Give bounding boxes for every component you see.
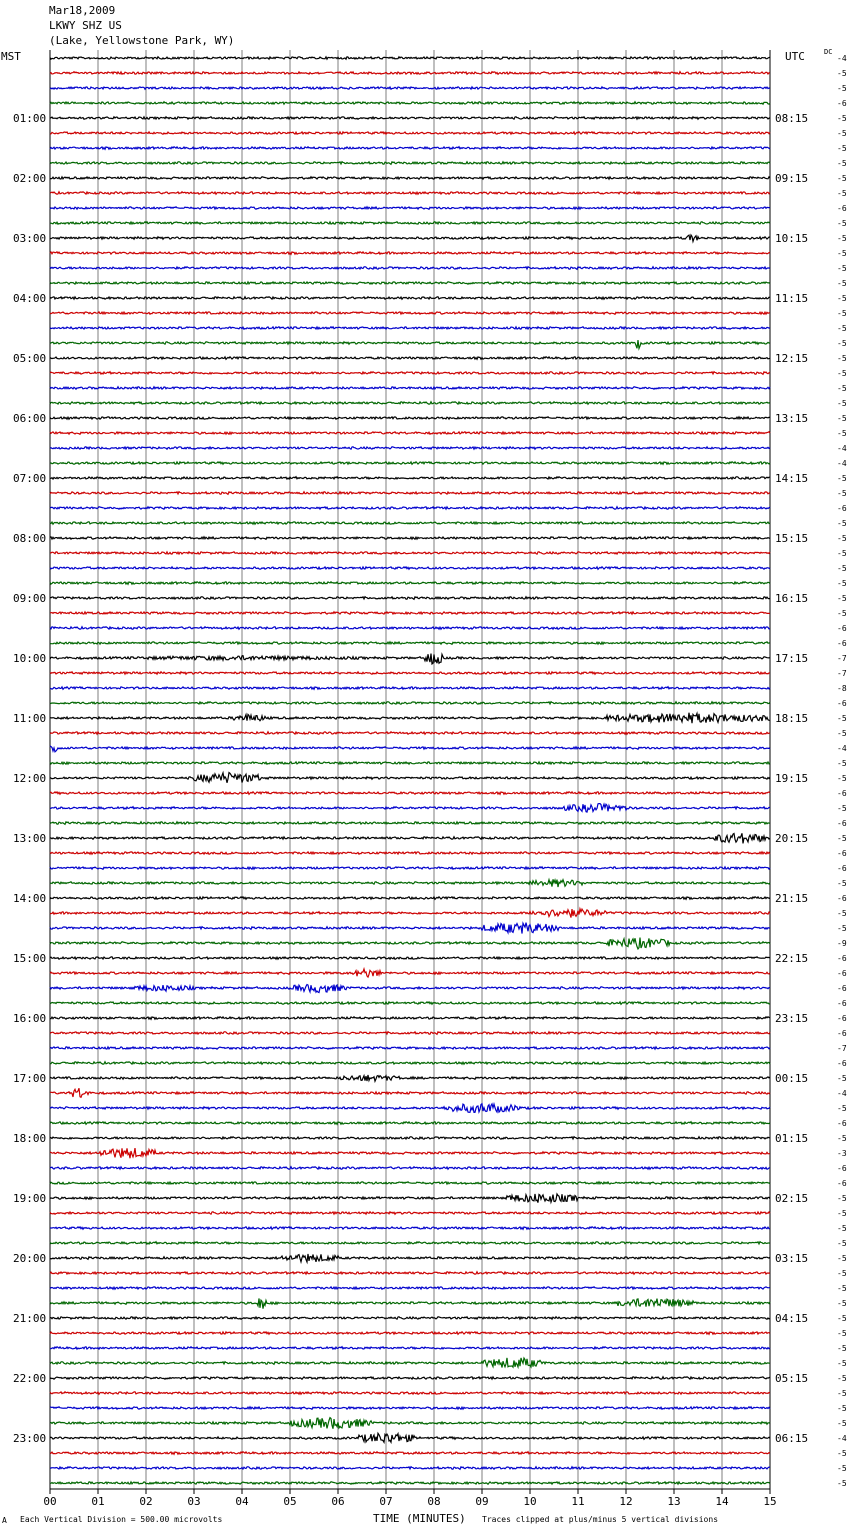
- trace-line: [50, 1062, 770, 1064]
- dc-offset-label: -6: [837, 984, 847, 993]
- trace-line: [50, 207, 770, 210]
- trace-line: [50, 87, 770, 89]
- dc-offset-label: -5: [837, 534, 847, 543]
- dc-offset-label: -5: [837, 144, 847, 153]
- dc-offset-label: -6: [837, 849, 847, 858]
- trace-line: [50, 477, 770, 480]
- dc-offset-label: -6: [837, 894, 847, 903]
- dc-offset-label: -6: [837, 999, 847, 1008]
- trace-line: [50, 447, 770, 450]
- trace-line: [50, 1017, 770, 1020]
- dc-offset-label: -5: [837, 69, 847, 78]
- right-hour-label: 02:15: [775, 1192, 809, 1205]
- right-hour-label: 00:15: [775, 1072, 809, 1085]
- dc-offset-label: -6: [837, 639, 847, 648]
- left-hour-label: 02:00: [13, 172, 47, 185]
- dc-offset-label: -5: [837, 1314, 847, 1323]
- dc-offset-label: -6: [837, 819, 847, 828]
- dc-offset-label: -6: [837, 1119, 847, 1128]
- left-hour-label: 16:00: [13, 1012, 47, 1025]
- dc-offset-label: -6: [837, 789, 847, 798]
- dc-offset-label: -6: [837, 864, 847, 873]
- trace-line: [50, 1452, 770, 1455]
- x-tick-label: 09: [475, 1495, 489, 1508]
- dc-offset-label: -5: [837, 879, 847, 888]
- trace-line: [50, 117, 770, 119]
- dc-offset-label: -5: [837, 399, 847, 408]
- dc-offset-label: -5: [837, 414, 847, 423]
- dc-offset-label: -5: [837, 159, 847, 168]
- trace-line: [50, 792, 770, 795]
- trace-line: [50, 612, 770, 614]
- dc-offset-label: -4: [837, 1089, 847, 1098]
- dc-offset-label: -3: [837, 1149, 847, 1158]
- dc-offset-label: -8: [837, 684, 847, 693]
- dc-offset-label: -5: [837, 729, 847, 738]
- trace-line: [50, 1104, 770, 1113]
- trace-line: [50, 867, 770, 870]
- dc-offset-label: -5: [837, 579, 847, 588]
- trace-line: [50, 1167, 770, 1169]
- dc-offset-label: -7: [837, 669, 847, 678]
- dc-offset-label: -5: [837, 279, 847, 288]
- dc-offset-label: -5: [837, 594, 847, 603]
- trace-line: [50, 1418, 770, 1429]
- trace-line: [50, 57, 770, 59]
- left-timezone-label: MST: [1, 50, 21, 63]
- vertical-division-note: Each Vertical Division = 500.00 microvolts: [20, 1515, 223, 1524]
- right-hour-label: 05:15: [775, 1372, 809, 1385]
- dc-offset-label: -5: [837, 1074, 847, 1083]
- trace-line: [50, 1299, 770, 1309]
- trace-line: [50, 582, 770, 585]
- left-hour-label: 01:00: [13, 112, 47, 125]
- right-hour-label: 19:15: [775, 772, 809, 785]
- right-hour-label: 06:15: [775, 1432, 809, 1445]
- left-hour-label: 12:00: [13, 772, 47, 785]
- dc-offset-label: -6: [837, 1164, 847, 1173]
- dc-offset-label: -4: [837, 459, 847, 468]
- trace-line: [50, 957, 770, 959]
- dc-offset-label: -5: [837, 1209, 847, 1218]
- left-hour-label: 07:00: [13, 472, 47, 485]
- trace-line: [50, 804, 770, 813]
- trace-line: [50, 252, 770, 255]
- left-hour-label: 15:00: [13, 952, 47, 965]
- dc-offset-label: -5: [837, 774, 847, 783]
- left-hour-label: 23:00: [13, 1432, 47, 1445]
- trace-line: [50, 567, 770, 570]
- trace-line: [50, 1317, 770, 1320]
- dc-offset-label: -6: [837, 204, 847, 213]
- trace-line: [50, 762, 770, 764]
- dc-offset-label: -5: [837, 309, 847, 318]
- trace-line: [50, 1358, 770, 1368]
- dc-offset-label: -5: [837, 609, 847, 618]
- trace-line: [50, 402, 770, 404]
- trace-line: [50, 177, 770, 179]
- trace-line: [50, 340, 770, 348]
- trace-line: [50, 938, 770, 949]
- dc-offset-label: -5: [837, 1224, 847, 1233]
- trace-line: [50, 357, 770, 360]
- dc-offset-label: -5: [837, 1269, 847, 1278]
- right-hour-label: 10:15: [775, 232, 809, 245]
- trace-line: [50, 432, 770, 435]
- trace-line: [50, 1032, 770, 1035]
- trace-line: [50, 1392, 770, 1394]
- dc-offset-label: -5: [837, 114, 847, 123]
- left-hour-label: 13:00: [13, 832, 47, 845]
- trace-line: [50, 1088, 770, 1097]
- trace-line: [50, 923, 770, 934]
- dc-offset-label: -5: [837, 1374, 847, 1383]
- trace-line: [50, 1194, 770, 1203]
- trace-line: [50, 1047, 770, 1049]
- dc-offset-label: -5: [837, 234, 847, 243]
- trace-line: [50, 387, 770, 389]
- left-hour-label: 08:00: [13, 532, 47, 545]
- dc-offset-label: -6: [837, 624, 847, 633]
- right-hour-label: 14:15: [775, 472, 809, 485]
- trace-line: [50, 1347, 770, 1350]
- dc-offset-label: -6: [837, 699, 847, 708]
- trace-line: [50, 267, 770, 270]
- dc-offset-label: -5: [837, 369, 847, 378]
- trace-line: [50, 507, 770, 509]
- right-hour-label: 18:15: [775, 712, 809, 725]
- dc-offset-label: -4: [837, 54, 847, 63]
- right-hour-label: 15:15: [775, 532, 809, 545]
- dc-offset-label: -5: [837, 489, 847, 498]
- trace-line: [50, 222, 770, 224]
- x-axis-label: TIME (MINUTES): [373, 1512, 466, 1525]
- trace-line: [50, 879, 770, 887]
- trace-line: [50, 746, 770, 752]
- x-tick-label: 14: [715, 1495, 729, 1508]
- trace-line: [50, 1002, 770, 1005]
- left-hour-label: 21:00: [13, 1312, 47, 1325]
- trace-line: [50, 773, 770, 783]
- x-tick-label: 03: [187, 1495, 201, 1508]
- trace-line: [50, 282, 770, 284]
- left-hour-label: 20:00: [13, 1252, 47, 1265]
- trace-line: [50, 312, 770, 315]
- trace-line: [50, 702, 770, 705]
- dc-offset-label: -5: [837, 1134, 847, 1143]
- dc-offset-label: -5: [837, 759, 847, 768]
- right-hour-label: 21:15: [775, 892, 809, 905]
- dc-offset-label: -5: [837, 1359, 847, 1368]
- dc-offset-label: -4: [837, 744, 847, 753]
- trace-line: [50, 1212, 770, 1215]
- trace-line: [50, 147, 770, 150]
- right-hour-label: 11:15: [775, 292, 809, 305]
- trace-line: [50, 1075, 770, 1081]
- dc-offset-label: -4: [837, 1434, 847, 1443]
- trace-line: [50, 492, 770, 495]
- trace-line: [50, 1467, 770, 1470]
- dc-offset-label: -5: [837, 354, 847, 363]
- right-hour-label: 09:15: [775, 172, 809, 185]
- trace-line: [50, 1272, 770, 1274]
- dc-offset-label: -7: [837, 1044, 847, 1053]
- dc-offset-label: -7: [837, 654, 847, 663]
- trace-line: [50, 72, 770, 75]
- x-tick-label: 07: [379, 1495, 393, 1508]
- dc-offset-label: -5: [837, 429, 847, 438]
- dc-offset-label: -6: [837, 1029, 847, 1038]
- right-hour-label: 23:15: [775, 1012, 809, 1025]
- x-tick-label: 04: [235, 1495, 249, 1508]
- left-hour-label: 14:00: [13, 892, 47, 905]
- trace-line: [50, 537, 770, 540]
- dc-offset-label: -5: [837, 924, 847, 933]
- trace-line: [50, 1182, 770, 1185]
- dc-label: DC: [824, 48, 833, 56]
- left-hour-label: 19:00: [13, 1192, 47, 1205]
- trace-line: [50, 627, 770, 629]
- trace-line: [50, 1227, 770, 1230]
- dc-offset-label: -5: [837, 264, 847, 273]
- right-hour-label: 01:15: [775, 1132, 809, 1145]
- left-hour-label: 03:00: [13, 232, 47, 245]
- dc-offset-label: -5: [837, 1479, 847, 1488]
- dc-offset-label: -5: [837, 1239, 847, 1248]
- dc-offset-label: -5: [837, 804, 847, 813]
- trace-line: [50, 985, 770, 993]
- trace-line: [50, 732, 770, 734]
- clip-note: Traces clipped at plus/minus 5 vertical divisions: [482, 1515, 719, 1524]
- trace-line: [50, 654, 770, 664]
- dc-offset-label: -5: [837, 1464, 847, 1473]
- dc-offset-label: -5: [837, 294, 847, 303]
- x-tick-label: 05: [283, 1495, 297, 1508]
- left-hour-label: 04:00: [13, 292, 47, 305]
- dc-offset-label: -5: [837, 1299, 847, 1308]
- right-timezone-label: UTC: [785, 50, 805, 63]
- trace-line: [50, 822, 770, 825]
- trace-line: [50, 1407, 770, 1410]
- x-tick-label: 10: [523, 1495, 537, 1508]
- dc-offset-label: -5: [837, 129, 847, 138]
- dc-offset-label: -5: [837, 339, 847, 348]
- dc-offset-label: -5: [837, 249, 847, 258]
- dc-offset-label: -5: [837, 1419, 847, 1428]
- right-hour-label: 12:15: [775, 352, 809, 365]
- dc-offset-label: -5: [837, 1389, 847, 1398]
- x-tick-label: 00: [43, 1495, 57, 1508]
- left-hour-label: 06:00: [13, 412, 47, 425]
- trace-line: [50, 909, 770, 918]
- dc-offset-label: -4: [837, 444, 847, 453]
- dc-offset-label: -5: [837, 1404, 847, 1413]
- right-hour-label: 17:15: [775, 652, 809, 665]
- trace-line: [50, 162, 770, 165]
- dc-offset-label: -5: [837, 714, 847, 723]
- dc-offset-label: -5: [837, 324, 847, 333]
- trace-line: [50, 1137, 770, 1140]
- station-label: LKWY SHZ US: [49, 19, 122, 32]
- dc-offset-label: -5: [837, 834, 847, 843]
- trace-line: [50, 713, 770, 724]
- dc-offset-label: -5: [837, 219, 847, 228]
- right-hour-label: 03:15: [775, 1252, 809, 1265]
- x-tick-label: 15: [763, 1495, 777, 1508]
- left-hour-label: 10:00: [13, 652, 47, 665]
- trace-line: [50, 672, 770, 675]
- dc-offset-label: -6: [837, 99, 847, 108]
- dc-offset-label: -5: [837, 474, 847, 483]
- x-tick-label: 08: [427, 1495, 441, 1508]
- dc-offset-label: -5: [837, 384, 847, 393]
- dc-offset-label: -5: [837, 519, 847, 528]
- trace-line: [50, 969, 770, 977]
- trace-line: [50, 687, 770, 690]
- trace-line: [50, 1433, 770, 1442]
- x-tick-label: 11: [571, 1495, 585, 1508]
- dc-offset-label: -6: [837, 969, 847, 978]
- x-tick-label: 13: [667, 1495, 681, 1508]
- left-hour-label: 17:00: [13, 1072, 47, 1085]
- trace-line: [50, 132, 770, 135]
- location-label: (Lake, Yellowstone Park, WY): [49, 34, 235, 47]
- x-tick-label: 06: [331, 1495, 345, 1508]
- trace-line: [50, 327, 770, 329]
- trace-line: [50, 852, 770, 854]
- trace-line: [50, 1254, 770, 1262]
- trace-line: [50, 897, 770, 900]
- trace-line: [50, 552, 770, 554]
- right-hour-label: 16:15: [775, 592, 809, 605]
- dc-offset-label: -9: [837, 939, 847, 948]
- trace-line: [50, 462, 770, 465]
- dc-offset-label: -5: [837, 1254, 847, 1263]
- dc-offset-label: -6: [837, 954, 847, 963]
- trace-line: [50, 833, 770, 843]
- trace-line: [50, 522, 770, 524]
- date-label: Mar18,2009: [49, 4, 116, 17]
- trace-line: [50, 1377, 770, 1379]
- footer-mark: A: [2, 1516, 7, 1525]
- left-hour-label: 09:00: [13, 592, 47, 605]
- trace-line: [50, 372, 770, 375]
- dc-offset-label: -5: [837, 1104, 847, 1113]
- dc-offset-label: -5: [837, 1329, 847, 1338]
- right-hour-label: 08:15: [775, 112, 809, 125]
- trace-line: [50, 1148, 770, 1158]
- left-hour-label: 18:00: [13, 1132, 47, 1145]
- right-hour-label: 04:15: [775, 1312, 809, 1325]
- trace-line: [50, 1122, 770, 1125]
- trace-line: [50, 417, 770, 419]
- trace-line: [50, 1332, 770, 1335]
- left-hour-label: 11:00: [13, 712, 47, 725]
- dc-offset-label: -6: [837, 1059, 847, 1068]
- x-tick-label: 02: [139, 1495, 153, 1508]
- right-hour-label: 13:15: [775, 412, 809, 425]
- right-hour-label: 22:15: [775, 952, 809, 965]
- dc-offset-label: -5: [837, 549, 847, 558]
- trace-line: [50, 235, 770, 241]
- x-tick-label: 01: [91, 1495, 105, 1508]
- trace-line: [50, 1242, 770, 1245]
- trace-line: [50, 1482, 770, 1484]
- trace-line: [50, 1287, 770, 1289]
- trace-line: [50, 102, 770, 105]
- trace-line: [50, 192, 770, 194]
- right-hour-label: 20:15: [775, 832, 809, 845]
- dc-offset-label: -5: [837, 1284, 847, 1293]
- dc-offset-label: -5: [837, 1449, 847, 1458]
- left-hour-label: 05:00: [13, 352, 47, 365]
- dc-offset-label: -5: [837, 189, 847, 198]
- dc-offset-label: -6: [837, 1014, 847, 1023]
- trace-line: [50, 597, 770, 600]
- left-hour-label: 22:00: [13, 1372, 47, 1385]
- dc-offset-label: -6: [837, 1179, 847, 1188]
- x-tick-label: 12: [619, 1495, 633, 1508]
- dc-offset-label: -5: [837, 1344, 847, 1353]
- trace-line: [50, 297, 770, 299]
- dc-offset-label: -5: [837, 1194, 847, 1203]
- trace-line: [50, 642, 770, 645]
- dc-offset-label: -5: [837, 564, 847, 573]
- dc-offset-label: -5: [837, 84, 847, 93]
- dc-offset-label: -5: [837, 174, 847, 183]
- dc-offset-label: -6: [837, 504, 847, 513]
- dc-offset-label: -5: [837, 909, 847, 918]
